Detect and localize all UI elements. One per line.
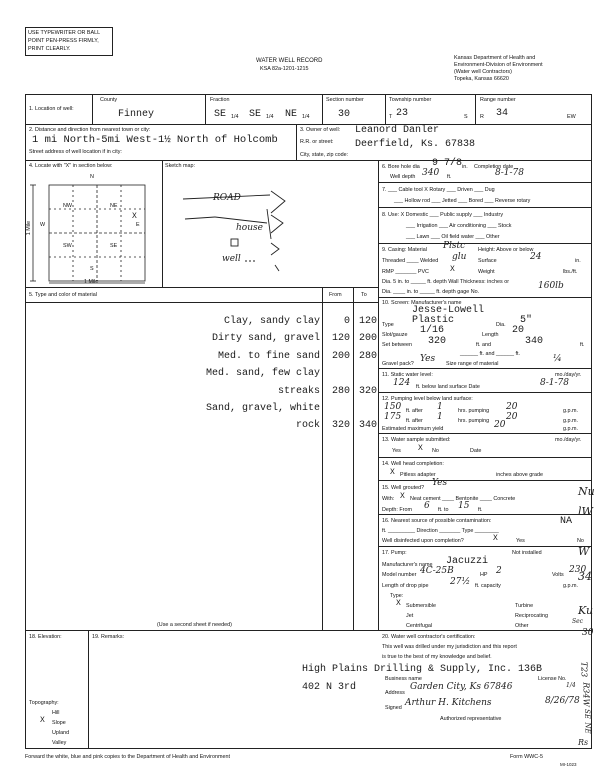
topo-valley: Valley (52, 740, 67, 746)
elevation-label: 18. Elevation: (29, 634, 62, 640)
owner-city: Deerfield, Ks. 67838 (355, 139, 476, 150)
pumping-l2-gpm: 20 (506, 412, 518, 422)
fraction-q2: 1/4 (266, 114, 274, 120)
sketch-road: ROAD (213, 193, 241, 203)
contam-value: NA (560, 516, 573, 527)
grouted-depth-label: Depth: From (382, 507, 412, 513)
gravel-value: Yes (420, 354, 436, 364)
depth-unit: ft. (447, 174, 452, 180)
cert-address: Garden City, Ks 67846 (410, 682, 513, 692)
locate-s: S (90, 266, 94, 272)
pump-submersible: Submersible (406, 603, 436, 609)
material-row-text: Med. sand, few clay (205, 368, 320, 380)
cert-label: 20. Water well contractor's certification: (382, 634, 476, 640)
distance-value: 1 mi North-5mi West-1½ North of Holcomb (32, 134, 278, 146)
margin-note-9: R34W (581, 682, 591, 707)
size-value: ¼ (553, 354, 562, 364)
est-yield-label: Estimated maximum yield (382, 426, 444, 432)
margin-note-12: NE (583, 722, 592, 734)
grid-nw: NW (63, 203, 72, 209)
material-row-text: rock (295, 420, 320, 432)
s12-bottom (378, 433, 592, 434)
head-mark: X (390, 468, 395, 477)
head-label: 14. Well head completion: (382, 461, 444, 467)
pump-drop: 27½ (450, 577, 471, 587)
margin-note-3: W (578, 545, 590, 558)
sample-unit: mo./day/yr. (555, 437, 582, 443)
s8-bottom (378, 243, 592, 244)
margin-note-11: SE (582, 709, 591, 719)
fraction-1: SE (214, 109, 227, 120)
pump-model-label: Model number (382, 572, 417, 578)
material-row-to: 200 (358, 333, 377, 345)
material-row-to: 280 (358, 350, 377, 362)
row1-divider-county (92, 94, 93, 124)
screen-type-label: Type (382, 322, 394, 328)
pumping-l1-ft: 150 (384, 402, 402, 412)
grid-sw: SW (63, 243, 72, 249)
pumping-l2-pump: hrs. pumping (458, 418, 490, 424)
casing-height-label: Height: Above or below (478, 247, 534, 253)
depth-label: Well depth (390, 174, 416, 180)
margin-note-5: Ku (578, 604, 594, 617)
disinfect-mark: X (493, 534, 498, 543)
size-label: Size range of material (446, 361, 499, 367)
township-label: Township number (389, 97, 432, 103)
grid-se: SE (110, 243, 118, 249)
material-row-from: 0 (343, 316, 350, 327)
material-to-divider (353, 287, 354, 630)
material-to-label: To (361, 292, 367, 298)
screen-length: 20 (512, 325, 525, 336)
fraction-2: SE (249, 109, 262, 120)
material-row-to: 340 (358, 420, 377, 432)
cable-line-1: 7. ___ Cable tool X Rotary ___ Driven ___ Dug (382, 187, 495, 193)
grouted-label: 15. Well grouted? (382, 485, 425, 491)
pump-volts-label: Volts (552, 572, 564, 578)
grouted-with: With: (382, 496, 395, 502)
sketch-label: Sketch map: (165, 163, 195, 169)
margin-note-10: 1/4 (566, 682, 576, 689)
cert-address-label: Address (385, 690, 405, 696)
grouted-mark: X (400, 492, 405, 501)
casing-dia-1: Dia. 5 in. to _____ ft. depth Wall Thickness: inches or (382, 279, 510, 285)
screen-slot: 1/16 (420, 325, 445, 336)
bore-unit: in. (462, 164, 468, 170)
s16-bottom (378, 546, 592, 547)
county-value: Finney (118, 109, 155, 120)
section-grid (25, 175, 160, 287)
range-suffix: EW (567, 114, 576, 120)
pump-mfr-label: Manufacturer's name (382, 562, 433, 568)
pump-label: 17. Pump: (382, 550, 407, 556)
pumping-l2-ft: 175 (384, 412, 402, 422)
contam-line2: ft. _________ Direction _______ Type ________ (382, 528, 499, 534)
material-label: 5. Type and color of material (29, 292, 97, 298)
s9-bottom (378, 297, 592, 298)
casing-gage: 160lb (538, 281, 564, 291)
fraction-3: NE (285, 109, 298, 120)
instruction-line-1: USE TYPEWRITER OR BALL (28, 30, 101, 36)
left-right-divider (378, 160, 379, 630)
cert-street: 402 N 3rd (302, 682, 357, 693)
pump-recip: Reciprocating (515, 613, 548, 619)
pump-model: 4C-25B (420, 566, 454, 576)
margin-note-13: Rs (578, 738, 589, 747)
material-row-from: 200 (331, 350, 350, 362)
form-title: WATER WELL RECORD (256, 58, 323, 64)
row1-bottom-line (25, 124, 592, 125)
cert-signature: Arthur H. Kitchens (405, 698, 492, 708)
casing-surface-label: Surface (478, 258, 497, 264)
use-line-3: ___ Lawn ___ Oil field water ___ Other (406, 234, 500, 240)
s13-bottom (378, 457, 592, 458)
footer-code: MI-1023 (560, 762, 577, 767)
range-value: 34 (496, 108, 509, 119)
cable-line-2: ___ Hollow rod ___ Jetted ___ Bored ___ Reverse rotary (394, 198, 531, 204)
material-row-from: 120 (331, 333, 350, 345)
pump-turbine: Turbine (515, 603, 534, 609)
pump-centrifugal: Centrifugal (406, 623, 433, 629)
agency-line-1: Kansas Department of Health and (454, 55, 536, 61)
topo-hill: Hill (52, 710, 60, 716)
grid-mile-vertical: 1 Mile (26, 220, 33, 236)
casing-threaded: Threaded ____ Welded (382, 258, 439, 264)
material-row-to: 320 (358, 385, 377, 397)
pumping-l2-hrs: 1 (437, 412, 443, 422)
row2-bottom-line (25, 160, 592, 161)
cert-signed-label: Signed (385, 705, 402, 711)
pump-other: Other (515, 623, 529, 629)
screen-slot-label: Slot/gauze (382, 332, 408, 338)
screen-set-mid: ft. and (476, 342, 491, 348)
grouted-ft: ft. (478, 507, 483, 513)
use-line-1: 8. Use: X Domestic ___ Public supply ___ Industry (382, 212, 504, 218)
s6-bottom (378, 182, 592, 183)
grid-mark: X (132, 212, 137, 221)
bottom-left-top (25, 630, 592, 631)
screen-dia: 5" (520, 315, 533, 326)
township-prefix: T (389, 114, 393, 120)
form-ksa: KSA 82a-1201-1215 (260, 66, 309, 72)
material-row-to: 120 (358, 316, 377, 327)
fraction-label: Fraction (210, 97, 230, 103)
s14-bottom (378, 480, 592, 481)
owner-name: Leanord Danler (355, 125, 440, 136)
screen-length-label: Length (482, 332, 499, 338)
sketch-bottom-line (25, 287, 378, 288)
owner-label: 3. Owner of well: (300, 127, 341, 133)
sample-mark: X (418, 444, 423, 453)
casing-surface: 24 (530, 252, 542, 262)
range-prefix: R (480, 114, 484, 120)
footer-form: Form WWC-5 (510, 754, 543, 760)
static-value: 124 (393, 378, 411, 388)
casing-pvc: X (450, 265, 455, 274)
bore-label: 6. Bore hole dia (382, 164, 420, 170)
screen-line-extra: ______ ft. and ______ ft. (460, 351, 520, 357)
screen-set-to: 340 (525, 336, 544, 347)
pump-not-installed: Not installed (512, 550, 542, 556)
section-value: 30 (338, 109, 351, 120)
fraction-q1: 1/4 (231, 114, 239, 120)
row2-divider (296, 124, 297, 160)
screen-set-ft: ft. (580, 342, 585, 348)
grouted-from: 6 (424, 501, 430, 511)
head-pitless: Pitless adapter (400, 472, 436, 478)
use-line-2: ___ Irrigation ___ Air conditioning ___ Stock (406, 223, 512, 229)
casing-weight-label: Weight (478, 269, 495, 275)
disinfect-yes: Yes (516, 538, 525, 544)
sample-no: No (432, 448, 439, 454)
pumping-l1-gpm: 20 (506, 402, 518, 412)
row1-divider-township (385, 94, 386, 124)
pumping-l1-rest: ft. after (406, 408, 423, 414)
locate-w: W (40, 222, 46, 228)
topo-slope-mark: X (40, 716, 45, 725)
pumping-label: 12. Pumping level below land surface: (382, 396, 473, 402)
s10-bottom (378, 368, 592, 369)
casing-rmp: RMP _______ PVC (382, 269, 429, 275)
city-label: City, state, zip code: (300, 152, 349, 158)
distance-label: 2. Distance and direction from nearest town or city: (29, 127, 151, 133)
gravel-label: Gravel pack? (382, 361, 414, 367)
disinfect-label: Well disinfected upon completion? (382, 538, 464, 544)
material-row-text: Clay, sandy clay (223, 316, 320, 327)
screen-name: Jesse-Lowell (412, 305, 485, 316)
pump-sub-mark: X (396, 599, 401, 608)
depth-value: 340 (422, 168, 440, 178)
grid-ne: NE (110, 203, 118, 209)
pumping-l2-rest: ft. after (406, 418, 423, 424)
row1-divider-section (322, 94, 323, 124)
cert-license-label: License No. (538, 676, 567, 682)
material-from-label: From (329, 292, 342, 298)
township-suffix: S (464, 114, 468, 120)
cert-business: High Plains Drilling & Supply, Inc. 136B (302, 664, 543, 675)
grouted-neat: Neat cement ____ Bentonite ____ Concrete (410, 496, 516, 502)
s15-bottom (378, 514, 592, 515)
material-row-text: Med. to fine sand (217, 350, 320, 362)
cert-line-2: is true to the best of my knowledge and belief. (382, 654, 492, 660)
bore-value: 9 7/8 (432, 158, 463, 169)
head-inches: inches above grade (496, 472, 544, 478)
s7-bottom (378, 207, 592, 208)
casing-surface-unit: in. (575, 258, 581, 264)
instruction-line-2: POINT PEN-PRESS FIRMLY, (28, 38, 99, 44)
cert-line-1: This well was drilled under my jurisdiction and this report (382, 644, 517, 650)
pump-drop-label: Length of drop pipe (382, 583, 429, 589)
margin-note-6: Sec (572, 618, 584, 625)
cert-authorized: Authorized representative (440, 716, 502, 722)
material-row-from: 320 (331, 420, 350, 432)
grouted-to-label: ft. to (438, 507, 449, 513)
material-row-text: streaks (277, 385, 320, 397)
locate-sketch-divider (162, 160, 163, 287)
instruction-line-3: PRINT CLEARLY. (28, 46, 71, 52)
second-sheet-note: (Use a second sheet if needed) (157, 622, 232, 628)
row1-divider-fraction (205, 94, 206, 124)
pump-type-label: Type: (390, 593, 404, 599)
margin-note-7: 30 (582, 628, 594, 638)
casing-material-label: 9. Casing: Material (382, 247, 427, 253)
pumping-l1-pump: hrs. pumping (458, 408, 490, 414)
pump-hp-label: HP (480, 572, 488, 578)
sample-yes: Yes (392, 448, 401, 454)
sketch-well: well (222, 254, 241, 264)
elevation-remarks-divider (88, 630, 89, 749)
pumping-gpm-3: g.p.m. (563, 426, 578, 432)
sample-date: Date (470, 448, 482, 454)
pump-jet: Jet (406, 613, 414, 619)
s11-bottom (378, 392, 592, 393)
contam-label: 16. Nearest source of possible contamination: (382, 518, 492, 524)
casing-material: Plstc (443, 241, 466, 251)
topo-upland: Upland (52, 730, 70, 736)
locate-label: 4. Locate with "X" in section below: (29, 163, 113, 169)
material-row-text: Dirty sand, gravel (211, 333, 320, 345)
locate-n: N (90, 174, 94, 180)
static-label: 11. Static water level: (382, 372, 433, 378)
grouted-value: Yes (432, 478, 448, 488)
static-date: 8-1-78 (540, 378, 569, 388)
margin-note-8: T23 (579, 661, 589, 678)
topo-slope: Slope (52, 720, 66, 726)
remarks-label: 19. Remarks: (92, 634, 125, 640)
agency-line-3: (Water well Contractors) (454, 69, 512, 75)
cert-sig-date: 8/26/78 (545, 696, 580, 706)
material-from-divider (322, 287, 323, 630)
locate-e: E (136, 222, 140, 228)
margin-note-1: Nu (578, 485, 595, 498)
screen-label: 10. Screen: Manufacturer's name (382, 300, 462, 306)
disinfect-no: No (577, 538, 584, 544)
pump-volts: 230 (569, 565, 587, 575)
fraction-q3: 1/4 (302, 114, 310, 120)
casing-weight-unit: lbs./ft. (563, 269, 578, 275)
location-label: 1. Location of well: (29, 106, 74, 112)
static-below: ft. below land surface Date (416, 384, 480, 390)
casing-welded: glu (452, 252, 467, 262)
agency-line-4: Topeka, Kansas 66620 (454, 76, 509, 82)
pump-gpm: g.p.m. (563, 583, 578, 589)
completion-label: Completion date (474, 164, 514, 170)
screen-set-from: 320 (428, 336, 447, 347)
footer-forward: Forward the white, blue and pink copies to the Department of Health and Environment (25, 754, 230, 760)
section-label: Section number (326, 97, 364, 103)
sample-label: 13. Water sample submitted: (382, 437, 451, 443)
township-value: 23 (396, 108, 409, 119)
screen-type: Plastic (412, 315, 455, 326)
screen-set-label: Set between (382, 342, 412, 348)
grouted-to: 15 (458, 501, 470, 511)
topography-label: Topography: (29, 700, 59, 706)
pumping-gpm-2: g.p.m. (563, 418, 578, 424)
pump-mfr: Jacuzzi (446, 556, 489, 567)
est-yield: 20 (494, 420, 506, 430)
agency-line-2: Environment-Division of Environment (454, 62, 543, 68)
margin-note-2: lW (578, 505, 593, 518)
street-label: Street address of well location if in city: (29, 149, 122, 155)
cert-business-label: Business name (385, 676, 422, 682)
grid-mile-horizontal: 1 Mile (84, 279, 99, 285)
material-header-line (25, 302, 378, 303)
county-label: County (100, 97, 118, 103)
material-row-text: Sand, gravel, white (205, 403, 320, 414)
pump-drop-ft: ft. capacity (475, 583, 501, 589)
row1-divider-range (475, 94, 476, 124)
screen-dia-label: Dia. (496, 322, 506, 328)
rr-label: R.R. or street: (300, 139, 334, 145)
margin-note-4: 34 (578, 570, 592, 583)
completion-date: 8-1-78 (495, 168, 524, 178)
static-unit: mo./day/yr. (555, 372, 582, 378)
material-row-from: 280 (331, 385, 350, 397)
sketch-house: house (236, 223, 263, 233)
casing-dia-2: Dia. ____ in. to _____ ft. depth gage No. (382, 289, 480, 295)
pump-hp: 2 (496, 566, 502, 576)
pumping-l1-hrs: 1 (437, 402, 443, 412)
range-label: Range number (480, 97, 516, 103)
pumping-gpm-1: g.p.m. (563, 408, 578, 414)
